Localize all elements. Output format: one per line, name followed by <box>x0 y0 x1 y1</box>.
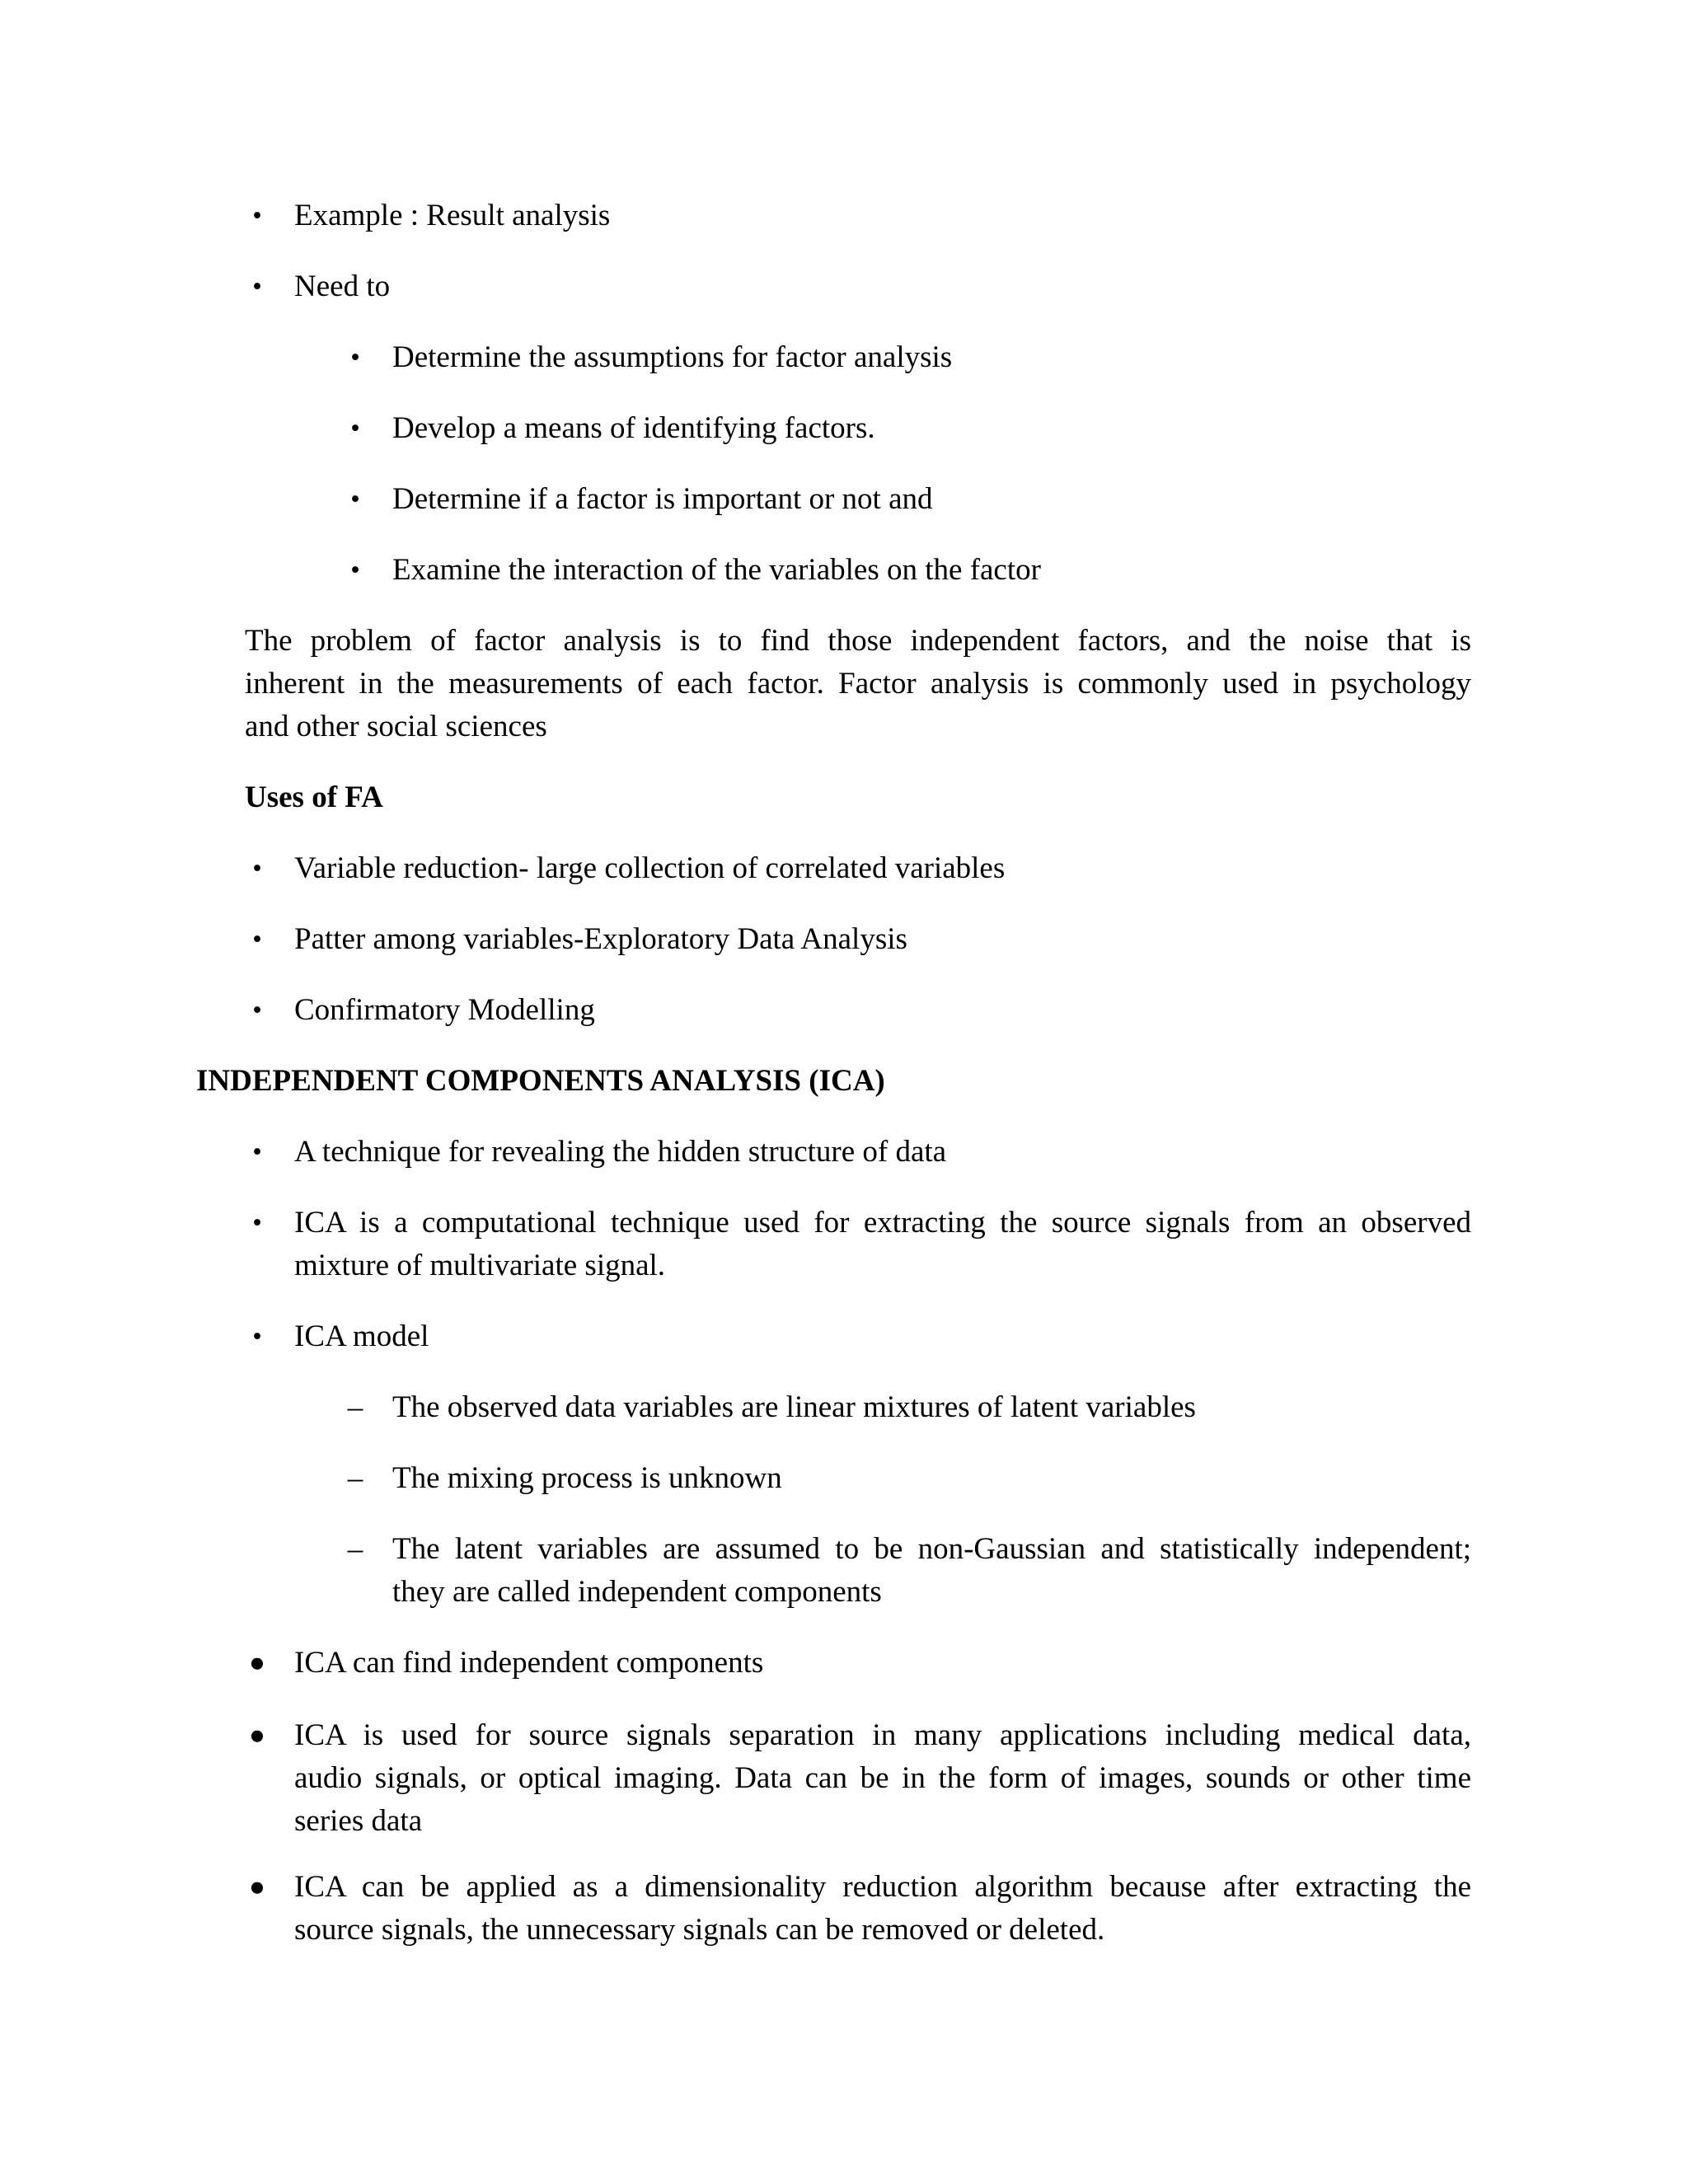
bullet-icon: • <box>252 272 262 302</box>
bullet-icon: • <box>350 343 360 373</box>
bullet-icon: • <box>350 555 360 585</box>
list-item-text: ICA is a computational technique used for extracting the source signals from an observed mixture of multivariate signal. <box>294 1206 1471 1282</box>
bullet-icon: • <box>252 1322 262 1352</box>
bullet-icon: ● <box>249 1872 265 1902</box>
bullet-icon: • <box>252 201 262 231</box>
dash-icon: – <box>347 1532 363 1566</box>
list-item-text: ICA is used for source signals separation in many applications including medical data, audio signals, or optical imaging. Data can be in the form of images, sounds or other time series data <box>294 1718 1471 1838</box>
bullet-icon: • <box>350 485 360 514</box>
bullet-icon: • <box>252 996 262 1025</box>
dash-icon: – <box>347 1461 363 1495</box>
document-page: • Example : Result analysis • Need to • Determine the assumptions for factor analysis • Develop a means of identifying factors. • Determine if a factor is important or not and • Examine the interaction of the variables on the factor The problem of factor analysis is to find those independent factors, and the noise that is inherent in the measurements of each factor. Factor analysis is commonly used in psychology and other social sciences Uses of FA • Variable reduction- large collection of correlated variables • Patter among variables-Exploratory Data Analysis • Confirmatory Modelling INDEPENDENT COMPONENTS ANALYSIS (ICA) • A technique for revealing the hidden structure of data • ICA is a computational technique used for extracting the source signals from an observed mixture of multivariate signal. • ICA model – The observed data variables are linear mixtures of latent variables – The mixing process is unknown – The latent variables are assumed to be non-Gaussian and statistically independent; they are called independent components ● ICA can find independent components ● ICA is used for source signals separation in many applications including medical data, audio signals, or optical imaging. Data can be in the form of images, sounds or other time series data ● ICA can be applied as a dimensionality reduction algorithm because after extracting the source signals, the unnecessary signals can be removed or deleted. <box>0 0 1688 2184</box>
list-item-text: The latent variables are assumed to be non-Gaussian and statistically independent; they are called independent components <box>392 1532 1471 1609</box>
bullet-icon: • <box>252 854 262 883</box>
bullet-icon: • <box>252 925 262 954</box>
uses-heading: Uses of FA <box>245 780 383 814</box>
bullet-icon: • <box>252 1208 262 1238</box>
bullet-icon: • <box>350 414 360 443</box>
fa-paragraph: The problem of factor analysis is to find those independent factors, and the noise that is inherent in the measurements of each factor. Factor analysis is commonly used in psychology and other social sciences <box>245 624 1471 743</box>
bullet-icon: ● <box>249 1648 265 1678</box>
bullet-icon: • <box>252 1137 262 1167</box>
dash-icon: – <box>347 1390 363 1424</box>
ica-heading: INDEPENDENT COMPONENTS ANALYSIS (ICA) <box>196 1064 885 1098</box>
bullet-icon: ● <box>249 1721 265 1750</box>
list-item-text: ICA can be applied as a dimensionality reduction algorithm because after extracting the source signals, the unnecessary signals can be removed or deleted. <box>294 1870 1471 1947</box>
